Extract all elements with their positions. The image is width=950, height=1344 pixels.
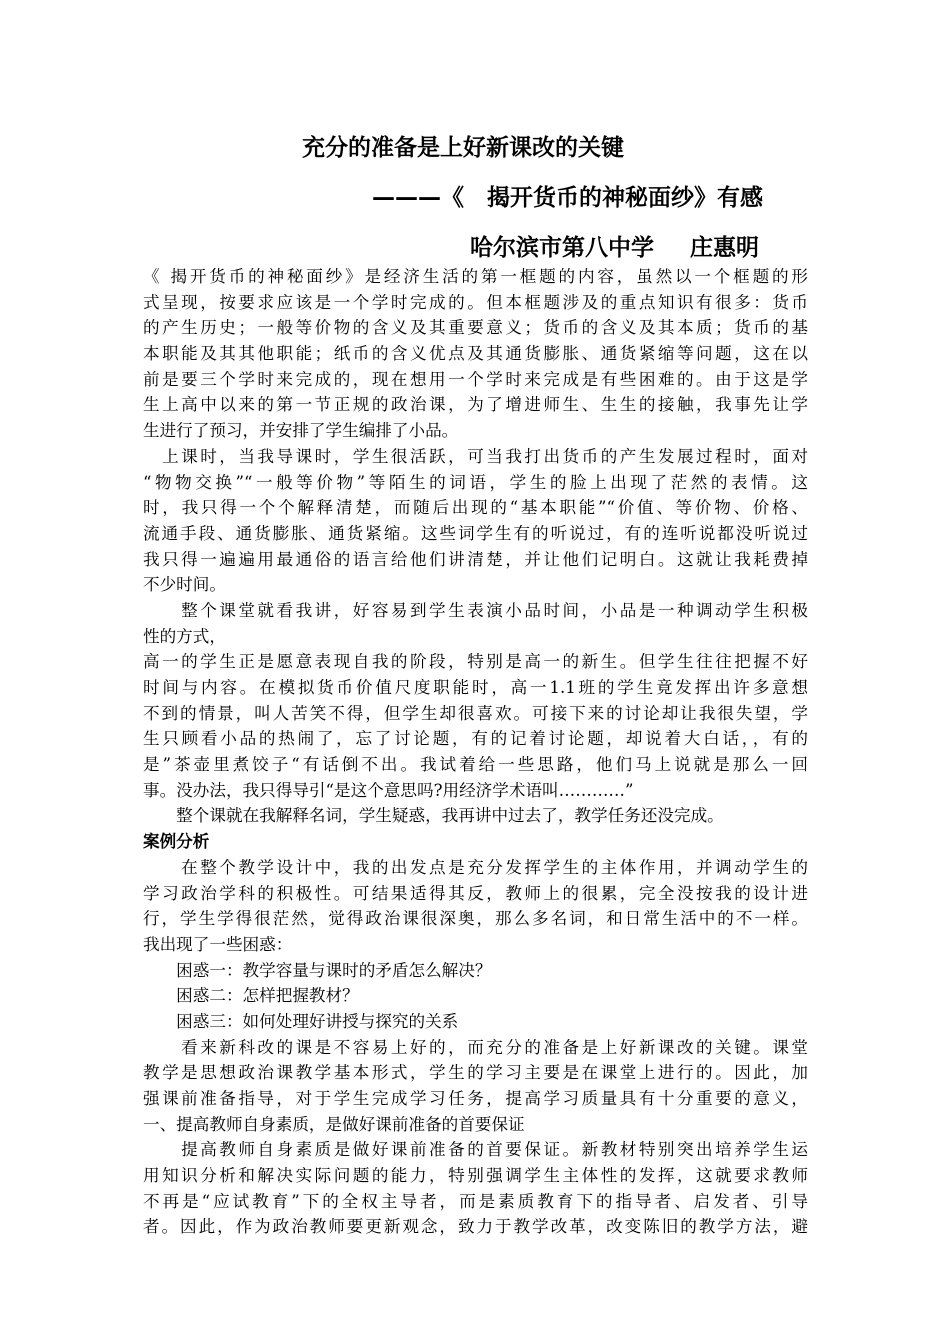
text-line: 提高教师自身素质是做好课前准备的首要保证。新教材特别突出培养学生运 — [143, 1140, 808, 1160]
text-line: 整个课就在我解释名词，学生疑惑，我再讲中过去了，教学任务还没完成。 — [143, 806, 724, 826]
text-line: 困惑三：如何处理好讲授与探究的关系 — [143, 1011, 459, 1031]
byline — [470, 234, 759, 262]
text-line: 我只得一遍遍用最通俗的语言给他们讲清楚，并让他们记明白。这就让我耗费掉 — [143, 549, 808, 569]
body-text — [143, 264, 808, 1240]
text-line: 在整个教学设计中，我的出发点是充分发挥学生的主体作用，并调动学生的 — [143, 857, 808, 877]
text-line: 是”茶壶里煮饺子“有话倒不出。我试着给一些思路，他们马上说就是那么一回 — [143, 755, 808, 775]
text-line: 高一的学生正是愿意表现自我的阶段，特别是高一的新生。但学生往往把握不好 — [143, 652, 808, 672]
text-line: 教学是思想政治课教学基本形式，学生的学习主要是在课堂上进行的。因此，加 — [143, 1063, 808, 1083]
text-line: 困惑二：怎样把握教材？ — [143, 986, 359, 1006]
text-line: 困惑一：教学容量与课时的矛盾怎么解决？ — [143, 960, 492, 980]
text-line: 强课前准备指导，对于学生完成学习任务，提高学习质量具有十分重要的意义， — [143, 1089, 808, 1108]
text-line: 用知识分析和解决实际问题的能力，特别强调学生主体性的发挥，这就要求教师 — [143, 1166, 808, 1186]
section-heading: 案例分析 — [143, 832, 210, 852]
text-line: 前是要三个学时来完成的，现在想用一个学时来完成是有些困难的。由于这是学 — [143, 369, 808, 389]
text-line: 我出现了一些困惑： — [143, 934, 293, 954]
text-line: 《 揭开货币的神秘面纱》是经济生活的第一框题的内容，虽然以一个框题的形 — [143, 267, 808, 286]
text-line: 行，学生学得很茫然，觉得政治课很深奥，那么多名词，和日常生活中的不一样。 — [143, 909, 808, 929]
text-line: 性的方式， — [143, 626, 226, 646]
text-line: 生进行了预习，并安排了学生编排了小品。 — [143, 421, 459, 441]
text-line: 者。因此，作为政治教师要更新观念，致力于教学改革，改变陈旧的教学方法，避 — [143, 1217, 808, 1237]
text-line: 不再是“应试教育”下的全权主导者，而是素质教育下的指导者、启发者、引导 — [143, 1191, 808, 1211]
text-line: 不到的情景，叫人苦笑不得，但学生却很喜欢。可接下来的讨论却让我很失望，学 — [143, 703, 808, 723]
text-line: 整个课堂就看我讲，好容易到学生表演小品时间，小品是一种调动学生积极 — [143, 600, 808, 620]
text-line: 生上高中以来的第一节正规的政治课，为了增进师生、生生的接触，我事先让学 — [143, 395, 808, 415]
text-line: “物物交换”“一般等价物”等陌生的词语，学生的脸上出现了茫然的表情。这 — [143, 472, 808, 492]
text-line: 上课时，当我导课时，学生很活跃，可当我打出货币的产生发展过程时，面对 — [143, 446, 808, 466]
school-name: 哈尔滨市第八中学 — [470, 235, 654, 261]
text-line: 不少时间。 — [143, 575, 226, 595]
text-line: 看来新科改的课是不容易上好的，而充分的准备是上好新课改的关键。课堂 — [143, 1037, 808, 1057]
text-line: 学习政治学科的积极性。可结果适得其反，教师上的很累，完全没按我的设计进 — [143, 883, 808, 903]
text-line: 的产生历史；一般等价物的含义及其重要意义；货币的含义及其本质；货币的基 — [143, 318, 808, 338]
text-line: 式呈现，按要求应该是一个学时完成的。但本框题涉及的重点知识有很多：货币 — [143, 292, 808, 312]
text-line: 生只顾看小品的热闹了，忘了讨论题，有的记着讨论题，却说着大白话，，有的 — [143, 729, 808, 749]
text-line: 本职能及其其他职能；纸币的含义优点及其通货膨胀、通货紧缩等问题，这在以 — [143, 344, 808, 364]
text-line: 事。没办法，我只得导引“是这个意思吗?用经济学术语叫…………” — [143, 780, 634, 800]
document-subtitle: ———《 揭开货币的神秘面纱》有感 — [372, 185, 763, 211]
text-line: 时间与内容。在模拟货币价值尺度职能时，高一1.1班的学生竟发挥出许多意想 — [143, 678, 808, 697]
text-line: 时，我只得一个个解释清楚，而随后出现的“基本职能”“价值、等价物、价格、 — [143, 498, 808, 518]
text-line: 一、提高教师自身素质，是做好课前准备的首要保证 — [143, 1114, 525, 1134]
document-title: 充分的准备是上好新课改的关键 — [302, 135, 624, 161]
text-line: 流通手段、通货膨胀、通货紧缩。这些词学生有的听说过，有的连听说都没听说过 — [143, 523, 808, 543]
author-name: 庄惠明 — [690, 235, 759, 261]
